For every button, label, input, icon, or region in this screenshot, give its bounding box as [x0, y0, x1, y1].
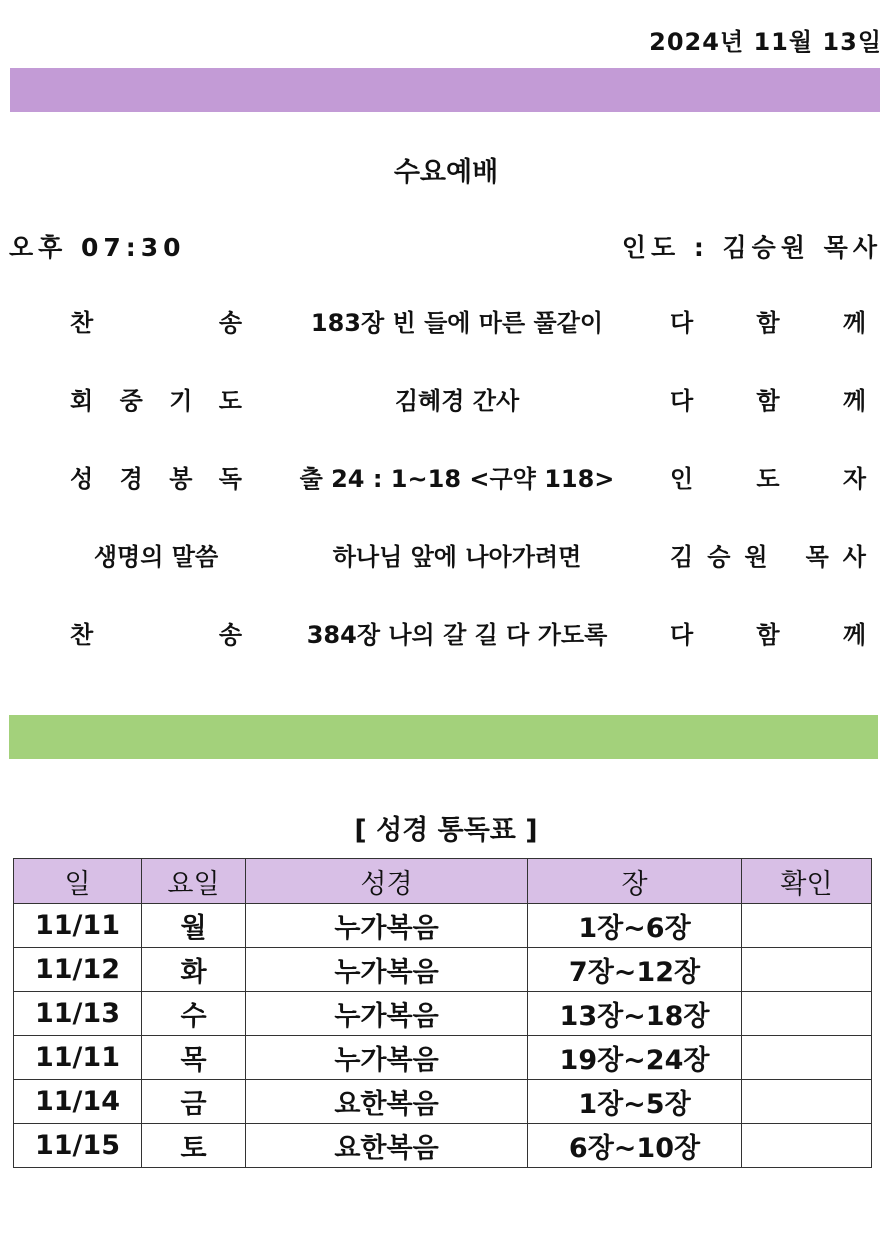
worship-order-person-char: 함 — [756, 620, 780, 649]
reading-table-cell: 누가복음 — [246, 992, 528, 1036]
reading-table-cell: 목 — [142, 1036, 246, 1080]
bulletin-date: 2024년 11월 13일 — [649, 28, 882, 56]
worship-order-person-char: 함 — [756, 308, 780, 337]
reading-table-cell: 토 — [142, 1124, 246, 1168]
worship-order-label-char: 찬 — [70, 308, 94, 337]
worship-order-person-char: 사 — [842, 542, 866, 571]
reading-table-cell: 1장~5장 — [528, 1080, 742, 1124]
worship-order-person-char: 께 — [842, 620, 866, 649]
worship-order-label-char: 성 — [70, 464, 94, 493]
worship-order-label-char: 송 — [218, 620, 242, 649]
worship-order-content: 183장 빈 들에 마른 풀같이 — [310, 308, 604, 337]
worship-order-label-char: 송 — [218, 308, 242, 337]
worship-order-label — [70, 456, 242, 496]
reading-table-cell: 7장~12장 — [528, 948, 742, 992]
reading-column-header: 확인 — [742, 859, 872, 904]
service-leader: 인도 : 김승원 목사 — [621, 233, 882, 262]
worship-order-person — [670, 378, 866, 418]
reading-check-cell[interactable] — [742, 992, 872, 1036]
worship-order-label — [70, 300, 242, 340]
worship-order-person-char: 다 — [670, 386, 694, 415]
worship-order-person-char: 김 — [670, 542, 694, 571]
worship-order-label-char: 경 — [119, 464, 143, 493]
worship-order-row — [0, 378, 892, 418]
service-title: 수요예배 — [393, 157, 499, 188]
reading-table-cell: 11/11 — [14, 1036, 142, 1080]
worship-order-person-char: 께 — [842, 308, 866, 337]
worship-order-person-char: 함 — [756, 386, 780, 415]
reading-table-cell: 13장~18장 — [528, 992, 742, 1036]
worship-order-content: 하나님 앞에 나아가려면 — [332, 542, 582, 571]
worship-order-content: 출 24 : 1~18 <구약 118> — [299, 464, 615, 493]
reading-table-cell: 6장~10장 — [528, 1124, 742, 1168]
worship-order-row — [0, 534, 892, 574]
reading-table-row — [14, 992, 872, 1036]
reading-table-cell: 1장~6장 — [528, 904, 742, 948]
worship-order-person-char: 인 — [670, 464, 694, 493]
worship-order-person-char: 자 — [842, 464, 866, 493]
reading-check-cell[interactable] — [742, 904, 872, 948]
reading-table-header — [14, 859, 872, 904]
reading-check-cell[interactable] — [742, 1080, 872, 1124]
reading-table-cell: 11/14 — [14, 1080, 142, 1124]
bottom-color-band — [9, 715, 878, 759]
worship-order-label — [70, 378, 242, 418]
reading-plan-title: [ 성경 통독표 ] — [354, 815, 538, 846]
reading-column-header: 성경 — [246, 859, 528, 904]
reading-check-cell[interactable] — [742, 1036, 872, 1080]
reading-table-cell: 11/12 — [14, 948, 142, 992]
worship-order-row — [0, 300, 892, 340]
worship-order-person-char: 원 — [744, 542, 768, 571]
reading-table-cell: 누가복음 — [246, 948, 528, 992]
reading-check-cell[interactable] — [742, 948, 872, 992]
worship-order-label — [70, 612, 242, 652]
top-color-band — [10, 68, 880, 112]
reading-column-header: 장 — [528, 859, 742, 904]
worship-order-person-char: 다 — [670, 620, 694, 649]
worship-order-person-char: 도 — [756, 464, 780, 493]
reading-column-header: 요일 — [142, 859, 246, 904]
reading-table-cell: 11/11 — [14, 904, 142, 948]
worship-order-person — [670, 534, 866, 574]
reading-check-cell[interactable] — [742, 1124, 872, 1168]
worship-order-label-char: 도 — [218, 386, 242, 415]
reading-table-cell: 요한복음 — [246, 1080, 528, 1124]
worship-order-label-char: 기 — [169, 386, 193, 415]
worship-order-row — [0, 456, 892, 496]
worship-order-label-char: 회 — [70, 386, 94, 415]
reading-table-cell: 누가복음 — [246, 904, 528, 948]
reading-table-cell: 19장~24장 — [528, 1036, 742, 1080]
reading-table-cell: 금 — [142, 1080, 246, 1124]
worship-order-label-char: 중 — [119, 386, 143, 415]
worship-order-person-char: 다 — [670, 308, 694, 337]
worship-order-label-char: 독 — [218, 464, 242, 493]
worship-order-label-char: 찬 — [70, 620, 94, 649]
worship-order-person — [670, 456, 866, 496]
reading-table-row — [14, 1124, 872, 1168]
reading-table-row — [14, 948, 872, 992]
reading-table-cell: 11/13 — [14, 992, 142, 1036]
reading-table-body — [14, 904, 872, 1168]
worship-order-person — [670, 612, 866, 652]
reading-table-cell: 화 — [142, 948, 246, 992]
worship-order-person-char: 께 — [842, 386, 866, 415]
worship-order-person — [670, 300, 866, 340]
reading-table-row — [14, 1080, 872, 1124]
reading-column-header: 일 — [14, 859, 142, 904]
worship-order-content: 김혜경 간사 — [394, 386, 520, 415]
reading-table-row — [14, 904, 872, 948]
worship-order-content: 384장 나의 갈 길 다 가도록 — [306, 620, 608, 649]
service-time: 오후 07:30 — [9, 233, 186, 262]
worship-order-person-char: 목 — [805, 542, 829, 571]
worship-order-label: 생명의 말씀 — [93, 542, 219, 571]
worship-order-row — [0, 612, 892, 652]
reading-table-cell: 누가복음 — [246, 1036, 528, 1080]
worship-order-person-char: 승 — [707, 542, 731, 571]
reading-table-cell: 월 — [142, 904, 246, 948]
worship-order-label-char: 봉 — [169, 464, 193, 493]
reading-table-cell: 수 — [142, 992, 246, 1036]
reading-table-row — [14, 1036, 872, 1080]
reading-table-cell: 요한복음 — [246, 1124, 528, 1168]
reading-table-cell: 11/15 — [14, 1124, 142, 1168]
reading-plan-table — [13, 858, 872, 1168]
